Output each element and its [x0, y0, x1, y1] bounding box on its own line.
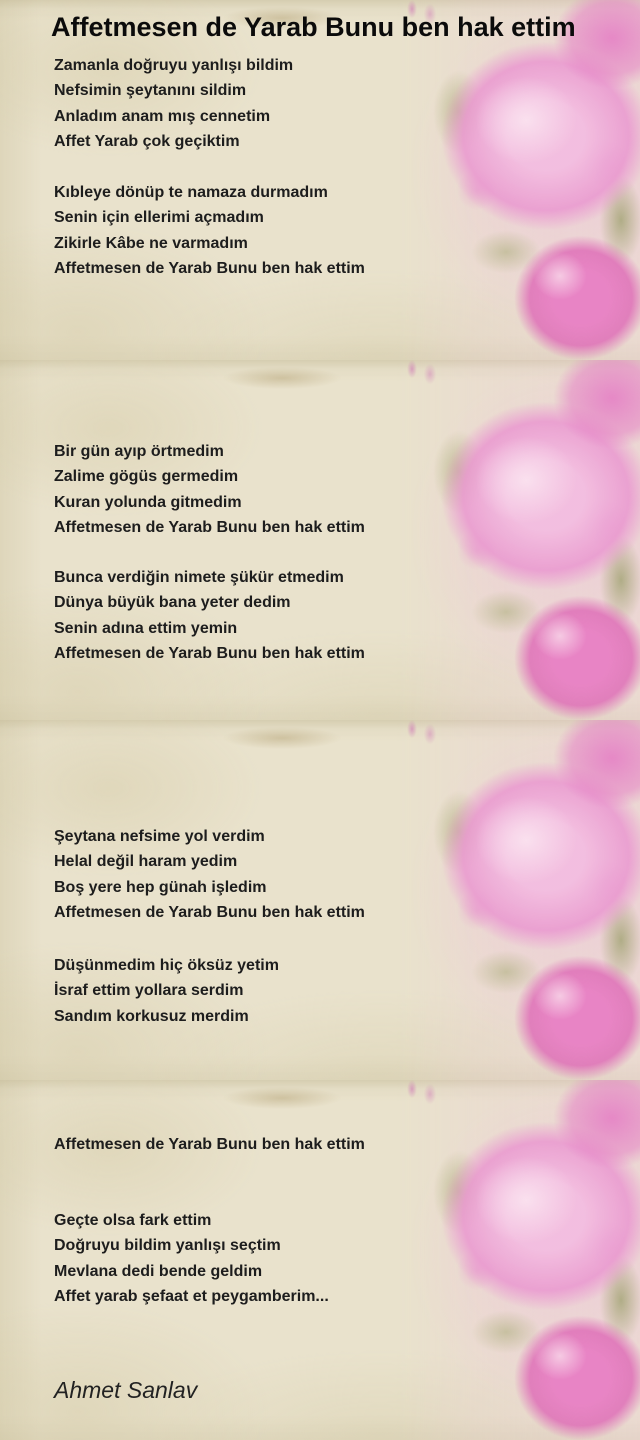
- stanza-1: [54, 53, 293, 155]
- stanza-6: [54, 953, 279, 1029]
- poem-line: Affetmesen de Yarab Bunu ben hak ettim: [54, 904, 365, 922]
- poem-line: Mevlana dedi bende geldim: [54, 1262, 263, 1280]
- poem-line: Bunca verdiğin nimete şükür etmedim: [54, 569, 344, 586]
- stanza-4: [54, 565, 365, 667]
- poem-line: Geçte olsa fark ettim: [54, 1212, 212, 1229]
- poem-line: Affetmesen de Yarab Bunu ben hak ettim: [54, 645, 365, 663]
- poem-line: Kıbleye dönüp te namaza durmadım: [54, 184, 328, 201]
- stanza-8: [54, 1208, 329, 1310]
- stanza-7: [54, 1132, 365, 1157]
- poem-title: Affetmesen de Yarab Bunu ben hak ettim: [51, 12, 576, 42]
- poem-line: Boş yere hep günah işledim: [54, 878, 267, 896]
- stanza-5: [54, 824, 365, 926]
- poem-line: Şeytana nefsime yol verdim: [54, 828, 265, 845]
- poem-line: Anladım anam mış cennetim: [54, 107, 271, 125]
- poem-line: Kuran yolunda gitmedim: [54, 493, 242, 511]
- poem-line: Affetmesen de Yarab Bunu ben hak ettim: [54, 1136, 365, 1153]
- stanza-2: [54, 180, 365, 282]
- poem-author-signature: Ahmet Sanlav: [54, 1377, 198, 1403]
- poem-line: Senin adına ettim yemin: [54, 619, 238, 637]
- poem-line: Helal değil haram yedim: [54, 853, 238, 871]
- stanza-3: [54, 439, 365, 541]
- poem-line: Sandım korkusuz merdim: [54, 1007, 249, 1025]
- poem-line: Zikirle Kâbe ne varmadım: [54, 234, 248, 252]
- poem-line: İsraf ettim yollara serdim: [54, 982, 244, 1000]
- poem-line: Bir gün ayıp örtmedim: [54, 443, 224, 460]
- poem-line: Zalime gögüs germedim: [54, 468, 239, 486]
- poem-line: Affet Yarab çok geçiktim: [54, 133, 240, 151]
- poem-line: Zamanla doğruyu yanlışı bildim: [54, 57, 294, 74]
- poem-line: Affetmesen de Yarab Bunu ben hak ettim: [54, 260, 365, 278]
- poem-line: Senin için ellerimi açmadım: [54, 209, 264, 227]
- poem-line: Doğruyu bildim yanlışı seçtim: [54, 1237, 281, 1255]
- poem-line: Affet yarab şefaat et peygamberim...: [54, 1288, 329, 1306]
- poem-line: Düşünmedim hiç öksüz yetim: [54, 957, 279, 974]
- poem-line: Dünya büyük bana yeter dedim: [54, 594, 291, 612]
- poem-line: Affetmesen de Yarab Bunu ben hak ettim: [54, 519, 365, 537]
- poem-line: Nefsimin şeytanını sildim: [54, 82, 247, 100]
